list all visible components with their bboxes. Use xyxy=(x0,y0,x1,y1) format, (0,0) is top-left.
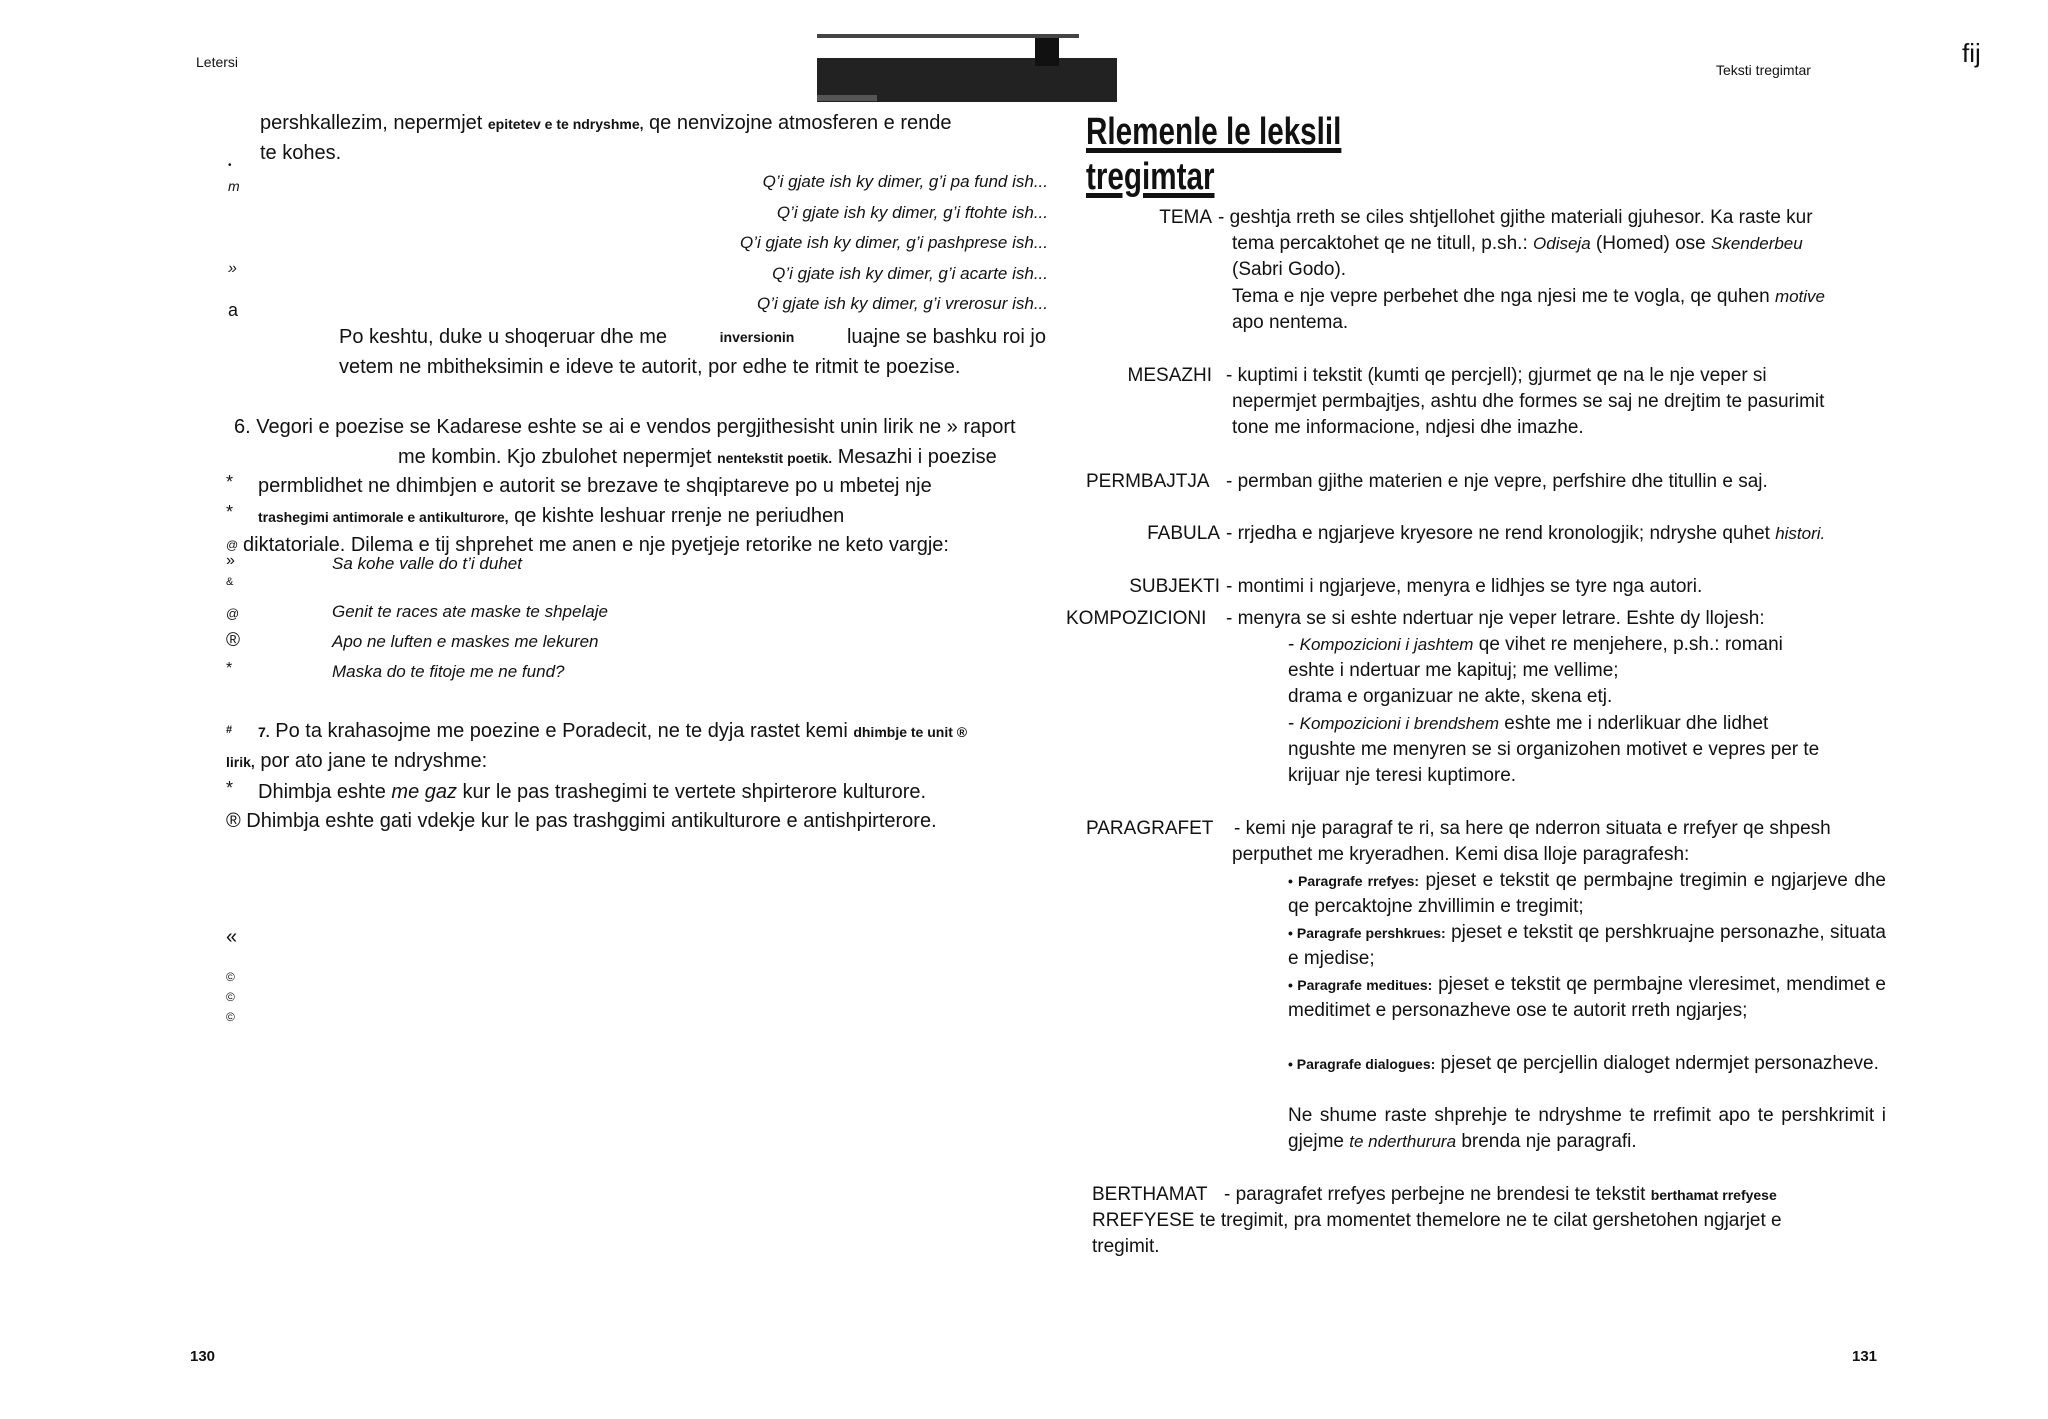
term-label: SUBJEKTI xyxy=(1129,576,1220,597)
term-label: PERMBAJTJA xyxy=(1086,471,1210,492)
margin-mark: » xyxy=(226,552,235,569)
margin-mark: • xyxy=(228,160,232,171)
p7-line-1: 7. Po ta krahasojme me poezine e Poradecit, ne te dyja rastet kemi dhimbje te unit ® xyxy=(258,720,968,742)
term-label: KOMPOZICIONI xyxy=(1066,608,1207,629)
p6-line-4: trashegimi antimorale e antikulturore, qe kishte leshuar rrenje ne periudhen xyxy=(258,505,845,527)
margin-mark: © xyxy=(226,1010,235,1024)
left-running-header: Letersi xyxy=(196,54,239,70)
term-label: BERTHAMAT xyxy=(1092,1184,1208,1205)
margin-mark: m xyxy=(228,178,240,194)
p7-item-2: ® Dhimbja eshte gati vdekje kur le pas trashggimi antikulturore e antishpirterore. xyxy=(226,810,937,832)
paragraph-type: • Paragrafe rrefyes: pjeset e tekstit qe permbajne tregimin e ngjarjeve dhe qe percaktojne zhvillimin e tregimit; xyxy=(1288,870,1887,917)
after-poem-line-2: vetem ne mbitheksimin e ideve te autorit, por edhe te ritmit te poezise. xyxy=(339,356,961,378)
poem-line: Maska do te fitoje me ne fund? xyxy=(332,662,565,681)
poem-line: Apo ne luften e maskes me lekuren xyxy=(332,632,599,651)
margin-mark: « xyxy=(226,926,238,948)
corner-mark: fij xyxy=(1962,38,1981,68)
poem-line: Q’i gjate ish ky dimer, g’i pashprese ish... xyxy=(739,233,1048,252)
poem-line: Genit te races ate maske te shpelaje xyxy=(332,602,608,621)
margin-mark: © xyxy=(226,970,235,984)
after-poem-line-1: Po keshtu, duke u shoqeruar dhe me inversionin luajne se bashku roi jo xyxy=(339,326,1046,348)
margin-mark: » xyxy=(228,260,237,277)
margin-mark: * xyxy=(226,660,233,677)
p7-item-1: Dhimbja eshte me gaz kur le pas trashegimi te vertete shpirterore kulturore. xyxy=(258,781,927,803)
margin-mark: ® xyxy=(226,630,240,651)
paragraph-note: Ne shume raste shprehje te ndryshme te rrefimit apo te pershkrimit i gjejme te nderthurura brenda nje paragrafi. xyxy=(1288,1105,1886,1152)
left-page-number: 130 xyxy=(190,1348,216,1365)
margin-mark: * xyxy=(226,778,234,798)
term-label: MESAZHI xyxy=(1127,365,1212,386)
section-title-line-2: tregimtar xyxy=(1086,156,1215,198)
margin-mark: @ xyxy=(226,606,240,621)
margin-mark: © xyxy=(226,990,235,1004)
paragraph-type: • Paragrafe pershkrues: pjeset e tekstit qe pershkruajne personazhe, situata e mjedise; xyxy=(1288,922,1886,969)
poem-line: Q’i gjate ish ky dimer, g’i acarte ish... xyxy=(772,264,1048,283)
p6-line-5: diktatoriale. Dilema e tij shprehet me anen e nje pyetjeje retorike ne keto vargje: xyxy=(243,534,949,556)
margin-mark: # xyxy=(226,724,233,736)
margin-mark: & xyxy=(226,576,234,588)
p6-line-3: permblidhet ne dhimbjen e autorit se brezave te shqiptareve po u mbetej nje xyxy=(258,475,932,497)
intro-line-1: pershkallezim, nepermjet epitetev e te ndryshme, qe nenvizojne atmosferen e rende xyxy=(260,112,952,134)
p7-line-2: lirik, por ato jane te ndryshme: xyxy=(226,750,488,772)
intro-line-2: te kohes. xyxy=(260,142,342,164)
section-title-line-1: Rlemenle le lekslil xyxy=(1086,111,1342,153)
paragraph-type: • Paragrafe meditues: pjeset e tekstit qe permbajne vleresimet, mendimet e meditimet e personazheve ose te autorit rreth ngjarjes; xyxy=(1288,974,1886,1021)
poem-line: Q’i gjate ish ky dimer, g’i vrerosur ish... xyxy=(757,294,1048,313)
term-label: TEMA xyxy=(1159,207,1212,228)
margin-mark: @ xyxy=(226,538,239,552)
margin-mark: * xyxy=(226,472,234,492)
right-running-header: Teksti tregimtar xyxy=(1716,62,1811,78)
term-label: PARAGRAFET xyxy=(1086,818,1214,839)
margin-mark: * xyxy=(226,502,234,522)
poem-line: Sa kohe valle do t’i duhet xyxy=(332,554,522,573)
right-page-number: 131 xyxy=(1852,1348,1878,1365)
poem-line: Q’i gjate ish ky dimer, g’i ftohte ish... xyxy=(776,203,1048,222)
paragraph-type: • Paragrafe dialogues: pjeset qe percjellin dialoget ndermjet personazheve. xyxy=(1288,1053,1879,1074)
term-label: FABULA xyxy=(1147,523,1220,544)
poem-line: Q’i gjate ish ky dimer, g’i pa fund ish... xyxy=(762,172,1048,191)
p6-line-2: me kombin. Kjo zbulohet nepermjet nentekstit poetik. Mesazhi i poezise xyxy=(398,446,997,468)
p6-line-1: 6. Vegori e poezise se Kadarese eshte se ai e vendos pergjithesisht unin lirik ne » raport xyxy=(234,416,1016,438)
margin-mark: a xyxy=(228,300,239,320)
